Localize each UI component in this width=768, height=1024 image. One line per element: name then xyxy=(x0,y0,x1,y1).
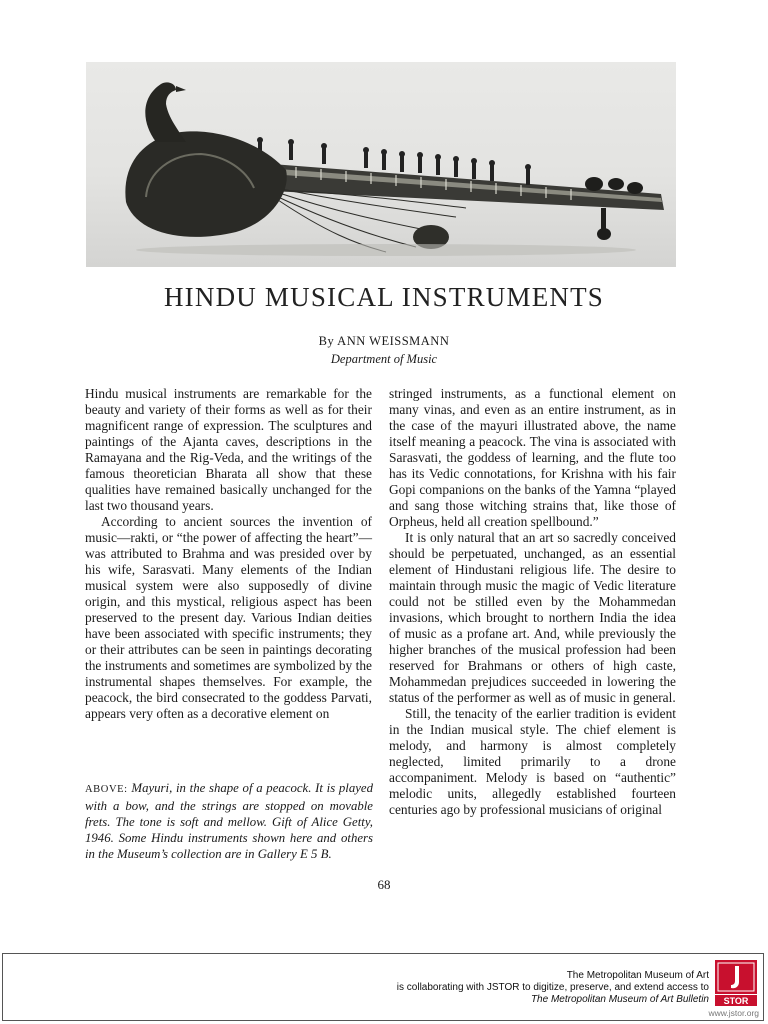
paragraph: According to ancient sources the invention of music—rakti, or “the power of affecting the heart”—was attributed to Brahma and was presided over by his wife, Sarasvati. Many elements of the Indian musical system were also supposedly of divine origin, and this mystical, religious aspect has been preserved to the present day. Various Indian deities have been associated with specific instruments; they or their attributes can be seen in paintings decorating the instruments and sometimes are symbolized by the instrumental shapes themselves. For example, the peacock, the bird consecrated to the goddess Parvati, appears very often as a decorative element on xyxy=(85,514,372,721)
page-number: 68 xyxy=(377,877,391,892)
peacock-neck xyxy=(145,82,186,142)
peacock-beak xyxy=(176,86,186,92)
department: Department of Music xyxy=(330,352,438,366)
caption-lead: ABOVE: xyxy=(85,784,128,795)
footer-line-1: The Metropolitan Museum of Art xyxy=(566,970,709,981)
footer-line-3: The Metropolitan Museum of Art Bulletin xyxy=(530,994,709,1005)
paragraph: Hindu musical instruments are remarkable for the beauty and variety of their forms as well as for their magnificent range of expression. The sculptures and paintings of the Ajanta caves, descriptions in the Ramayana and the Rig-Veda, and the writings of the famous theoretician Bharata all show that these qualities have remained basically unchanged for the last two thousand years. xyxy=(85,386,372,513)
jstor-footer xyxy=(2,953,764,1021)
svg-text:STOR: STOR xyxy=(723,996,749,1006)
caption-text: Mayuri, in the shape of a peacock. It is played with a bow, and the strings are stopped on movable frets. The tone is soft and mellow. Gift of Alice Getty, 1946. Some Hindu instruments shown here and others in the Museum’s collection are in Gallery E 5 B. xyxy=(85,781,373,861)
article-title: HINDU MUSICAL INSTRUMENTS xyxy=(163,282,604,312)
paragraph: It is only natural that an art so sacredly conceived should be perpetuated, unchanged, as an essential element of Hindustani religious life. The desire to maintain through music the magic of Vedic literature could not be stilled even by the Mohammedan invasions, which brought to northern India the idea of music as a profane art. And, while previously the higher branches of the musical profession had been reserved for Brahmans or others of high caste, Mohammedan prejudices succeeded in lowering the status of the performer as well as of music in general. xyxy=(389,530,676,705)
mayuri-photo xyxy=(86,62,676,267)
paragraph: stringed instruments, as a functional element on many vinas, and even as an entire instrument, as in the case of the mayuri illustrated above, the name itself meaning a peacock. The vina is associated with Sarasvati, the goddess of learning, and the flute too has its Vedic connotations, for Krishna with his fair Gopi companions on the banks of the Yamna “played and sang those witching strains that, like those of Orpheus, held all creation spellbound.” xyxy=(389,386,676,529)
paragraph: Still, the tenacity of the earlier tradition is evident in the Indian musical style. The chief element is melody, and harmony is almost completely neglected, limited primarily to a drone accompaniment. Melody is based on “authentic” melodic units, allegedly established fourteen centuries ago by professional musicians of original xyxy=(389,706,676,817)
footer-line-2: is collaborating with JSTOR to digitize, preserve, and extend access to xyxy=(396,982,709,993)
jstor-logo-icon[interactable] xyxy=(715,960,757,1006)
footer-text xyxy=(397,970,709,1006)
byline: By ANN WEISSMANN xyxy=(318,334,450,348)
mayuri-peacock-instrument-illustration xyxy=(86,62,676,267)
photo-caption xyxy=(85,780,373,862)
body-column-right xyxy=(389,386,676,818)
jstor-url-link[interactable]: www.jstor.org xyxy=(708,1008,759,1018)
body-column-left xyxy=(85,386,372,722)
